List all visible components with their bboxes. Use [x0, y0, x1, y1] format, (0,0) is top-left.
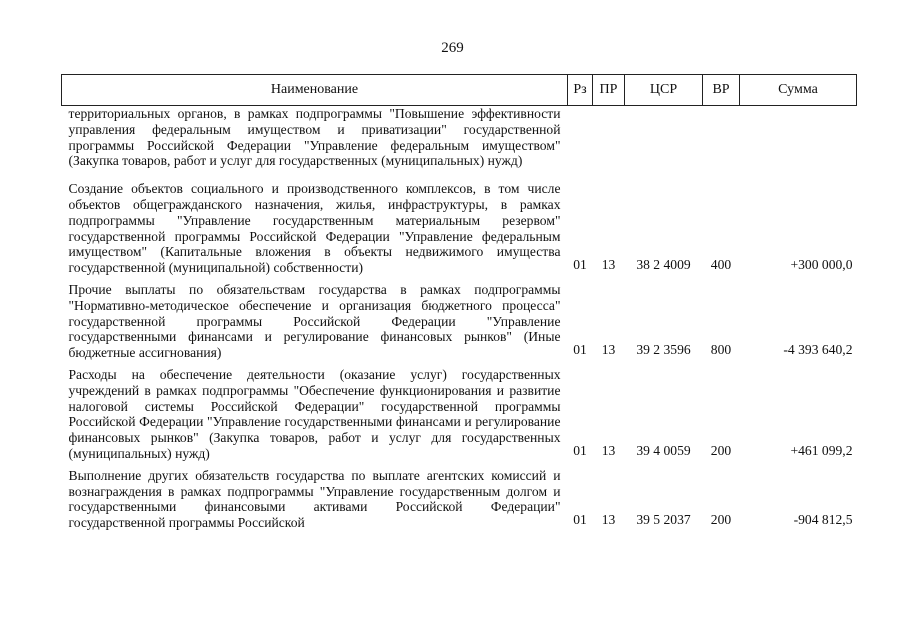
budget-table [61, 74, 857, 531]
row-vr: 200 [710, 442, 732, 458]
row-vr [703, 106, 740, 170]
table-row [62, 175, 857, 276]
table-row [62, 276, 857, 361]
row-sum: -904 812,5 [793, 512, 853, 528]
row-sum: +300 000,0 [790, 257, 853, 273]
header-name: Наименование [62, 75, 568, 106]
row-rz: 01 [573, 442, 587, 458]
row-vr: 200 [710, 512, 732, 528]
header-sum: Сумма [740, 75, 857, 106]
row-pr: 13 [601, 442, 616, 458]
row-csr: 39 5 2037 [636, 512, 691, 528]
row-rz: 01 [573, 257, 587, 273]
row-name: Создание объектов социального и производственного комплексов, в том числе объектов общегражданского назначения, жилья, инфраструктуры, в рамках подпрограммы "Управление государственным материальным резервом" государственной программы Российской Федерации "Управление федеральным имуществом" (Капитальные вложения в объекты недвижимого имущества государственной (муниципальной) собственности) [68, 181, 561, 276]
row-csr: 39 4 0059 [636, 442, 691, 458]
table-row [62, 462, 857, 531]
row-pr: 13 [601, 342, 616, 358]
row-rz [568, 106, 593, 170]
page-number: 269 [441, 40, 464, 56]
row-name: Выполнение других обязательств государства по выплате агентских комиссий и вознаграждения в рамках подпрограммы "Управление государственным долгом и государственными финансовыми активами Российской Федерации" государственной программы Российской [68, 467, 561, 531]
row-name: территориальных органов, в рамках подпрограммы "Повышение эффективности управления федеральным имуществом и приватизации" государственной программы Российской Федерации "Управление федеральным имуществом" (Закупка товаров, работ и услуг для государственных (муниципальных) нужд) [68, 106, 561, 169]
header-pr: ПР [593, 75, 625, 106]
row-pr: 13 [601, 512, 616, 528]
header-rz: Рз [568, 75, 593, 106]
row-pr [593, 106, 625, 170]
table-header-row [62, 75, 857, 106]
row-csr: 39 2 3596 [636, 342, 691, 358]
row-sum [740, 106, 857, 170]
row-sum: -4 393 640,2 [783, 342, 853, 358]
row-rz: 01 [573, 342, 587, 358]
row-vr: 400 [710, 257, 732, 273]
row-sum: +461 099,2 [790, 442, 853, 458]
row-pr: 13 [601, 257, 616, 273]
row-name: Прочие выплаты по обязательствам государства в рамках подпрограммы "Нормативно-методическое обеспечение и организация бюджетного процесса" государственной программы Российской Федерации "Управление государственными финансами и регулирование финансовых рынков" (Иные бюджетные ассигнования) [68, 281, 561, 361]
table-row [62, 361, 857, 462]
table-row [62, 106, 857, 170]
row-vr: 800 [710, 342, 732, 358]
row-rz: 01 [573, 512, 587, 528]
row-csr [625, 106, 703, 170]
row-name: Расходы на обеспечение деятельности (оказание услуг) государственных учреждений в рамках подпрограммы "Обеспечение функционирования и развитие налоговой системы Российской Федерации" государственной программы Российской Федерации "Управление государственными финансами и регулирование финансовых рынков" (Закупка товаров, работ и услуг для государственных (муниципальных) нужд) [68, 366, 561, 461]
header-csr: ЦСР [625, 75, 703, 106]
row-csr: 38 2 4009 [636, 257, 691, 273]
header-vr: ВР [703, 75, 740, 106]
